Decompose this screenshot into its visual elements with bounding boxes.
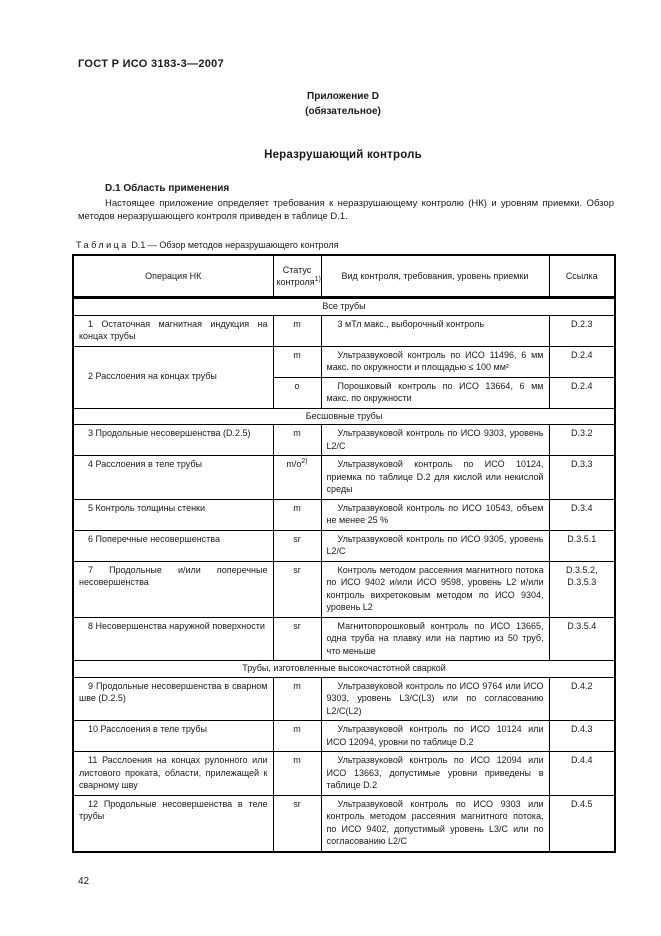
ndt-methods-table [72,254,616,853]
section-title: Все трубы [73,298,615,316]
status-cell: m [273,346,321,377]
control-cell: Ультразвуковой контроль по ИСО 11496, 6 мм макс. по окружности и площадью ≤ 100 мм² [321,346,549,377]
control-cell: Ультразвуковой контроль по ИСО 9303, уровень L2/C [321,425,549,456]
status-cell: $m/o^{2)}$ [273,456,321,500]
table-row [73,425,615,456]
status-cell: m [273,752,321,796]
operation-cell: 3 Продольные несовершенства (D.2.5) [73,425,273,456]
status-cell: sr [273,561,321,617]
status-cell: m [273,315,321,346]
page-content [72,58,614,887]
status-cell: sr [273,795,321,852]
table-row [73,456,615,500]
section-title: Трубы, изготовленные высокочастотной сваркой [73,661,615,678]
reference-cell: D.4.3 [549,721,615,752]
table-header [73,255,615,298]
operation-cell: 8 Несовершенства наружной поверхности [73,617,273,661]
reference-cell: D.2.4 [549,377,615,408]
control-cell: Ультразвуковой контроль по ИСО 10543, объем не менее 25 % [321,499,549,530]
control-cell: Порошковый контроль по ИСО 13664, 6 мм макс. по окружности [321,377,549,408]
table-caption-label: Таблица [76,240,129,250]
reference-cell: D.4.5 [549,795,615,852]
operation-cell: 2 Расслоения на концах трубы [73,346,273,408]
status-footnote-marker: 2) [301,458,308,465]
appendix-heading [72,89,614,119]
operation-cell: 4 Расслоения в теле трубы [73,456,273,500]
section-heading: D.1 Область применения [105,183,230,194]
table-caption-text: Обзор методов неразрушающего контроля [159,240,339,250]
col-header-ref: Ссылка [549,255,615,298]
status-cell: m [273,677,321,721]
table-body [73,298,615,852]
reference-cell: D.2.3 [549,315,615,346]
table-row [73,795,615,852]
table-row [73,721,615,752]
reference-cell: D.3.5.1 [549,530,615,561]
reference-cell: D.2.4 [549,346,615,377]
status-footnote-marker: 1) [314,276,321,283]
control-cell: Контроль методом рассеяния магнитного потока по ИСО 9402 и/или ИСО 9598, уровень L2 и/или контроль вихретоковым методом по ИСО 9304, уровень L2 [321,561,549,617]
appendix-type: (обязательное) [305,106,381,117]
col-header-operation: Операция НК [73,255,273,298]
operation-cell: 12 Продольные несовершенства в теле трубы [73,795,273,852]
reference-cell: D.4.4 [549,752,615,796]
control-cell: Ультразвуковой контроль по ИСО 9764 или ИСО 9303, уровень L3/C(L3) или по согласованию L2/C(L2) [321,677,549,721]
page-title: Неразрушающий контроль [264,149,422,161]
control-cell: 3 мТл макс., выборочный контроль [321,315,549,346]
table-row [73,752,615,796]
operation-cell: 6 Поперечные несовершенства [73,530,273,561]
reference-cell: D.3.5.2, D.3.5.3 [549,561,615,617]
table-section-row [73,298,615,316]
operation-cell: 1 Остаточная магнитная индукция на концах трубы [73,315,273,346]
body-paragraph: Настоящее приложение определяет требования к неразрушающему контролю (НК) и уровням приемки. Обзор методов неразрушающего контроля приведен в таблице D.1. [78,198,614,222]
table-row [73,561,615,617]
table-row [73,617,615,661]
section-title: Бесшовные трубы [73,408,615,425]
control-cell: Ультразвуковой контроль по ИСО 10124 или ИСО 12094, уровни по таблице D.2 [321,721,549,752]
control-cell: Ультразвуковой контроль по ИСО 10124, приемка по таблице D.2 для кислой или некислой среды [321,456,549,500]
operation-cell: 10 Расслоения в теле трубы [73,721,273,752]
control-cell: Ультразвуковой контроль по ИСО 9303 или контроль методом рассеяния магнитного потока, по ИСО 9402, допустимый уровень L3/C или по согласованию L2/C [321,795,549,852]
table-section-row [73,661,615,678]
status-cell: sr [273,617,321,661]
table-caption-dash: — [147,240,157,250]
table-caption [72,240,614,250]
document-code: ГОСТ Р ИСО 3183-3—2007 [78,58,224,70]
table-row [73,315,615,346]
col-header-status: Статус контроля$^{1)}$ [273,255,321,298]
control-cell: Ультразвуковой контроль по ИСО 12094 или ИСО 13663, допустимые уровни приведены в таблице D.2 [321,752,549,796]
status-cell: o [273,377,321,408]
table-header-row [73,255,615,298]
table-section-row [73,408,615,425]
operation-cell: 9 Продольные несовершенства в сварном шве (D.2.5) [73,677,273,721]
reference-cell: D.3.2 [549,425,615,456]
reference-cell: D.3.4 [549,499,615,530]
status-cell: sr [273,530,321,561]
control-cell: Магнитопорошковый контроль по ИСО 13665, одна труба на плавку или на партию из 50 труб, что меньше [321,617,549,661]
page-number: 42 [78,875,90,887]
operation-cell: 5 Контроль толщины стенки [73,499,273,530]
table-row [73,499,615,530]
status-cell: m [273,499,321,530]
control-cell: Ультразвуковой контроль по ИСО 9305, уровень L2/C [321,530,549,561]
table-row [73,677,615,721]
appendix-label: Приложение D [307,91,379,102]
table-caption-number: D.1 [131,240,146,250]
status-cell: m [273,425,321,456]
table-row [73,530,615,561]
reference-cell: D.3.3 [549,456,615,500]
reference-cell: D.3.5.4 [549,617,615,661]
status-cell: m [273,721,321,752]
reference-cell: D.4.2 [549,677,615,721]
table-row [73,346,615,377]
operation-cell: 11 Расслоения на концах рулонного или листового проката, области, прилежащей к сварному шву [73,752,273,796]
col-header-control: Вид контроля, требования, уровень приемки [321,255,549,298]
operation-cell: 7 Продольные и/или поперечные несовершенства [73,561,273,617]
